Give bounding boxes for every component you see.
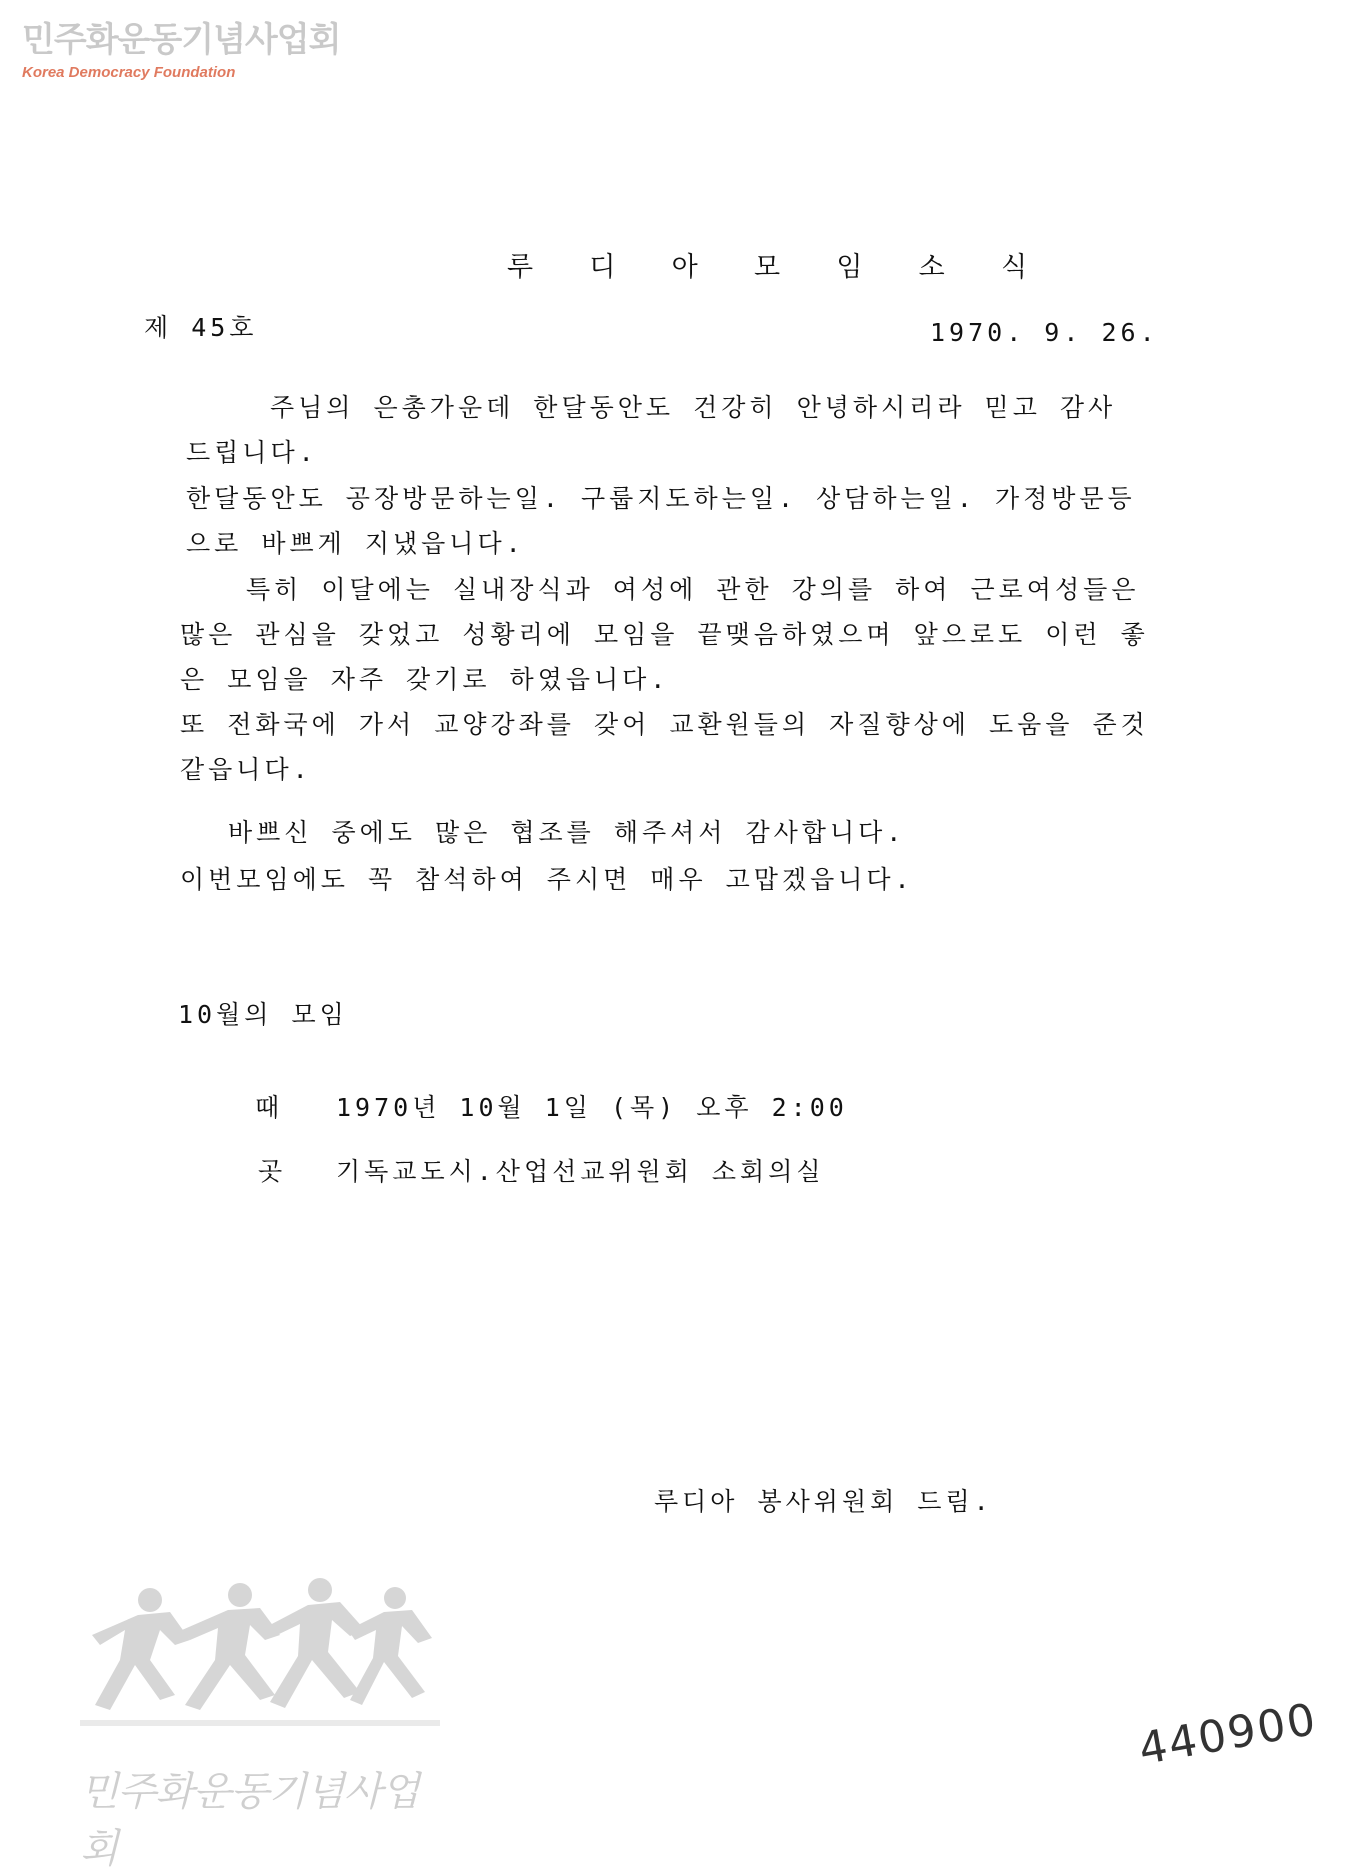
signature-line: 루디아 봉사위원회 드림. <box>654 1487 993 1516</box>
watermark-english-text: Korea Democracy Foundation <box>22 64 236 81</box>
handwritten-archive-number: 440900 <box>1135 1693 1322 1776</box>
body-line: 주님의 은총가운데 한달동안도 건강히 안녕하시리라 믿고 감사 <box>270 393 1117 422</box>
body-line: 한달동안도 공장방문하는일. 구룹지도하는일. 상담하는일. 가정방문등 <box>186 484 1136 513</box>
document-date: 1970. 9. 26. <box>930 318 1159 347</box>
body-line: 많은 관심을 갖었고 성황리에 모임을 끝맺음하였으며 앞으로도 이런 좋 <box>180 620 1149 649</box>
when-label: 때 <box>255 1093 284 1122</box>
watermark-bottom-korean-text: 민주화운동기념사업회 <box>80 1769 419 1872</box>
body-line: 바쁘신 중에도 많은 협조를 해주셔서 감사합니다. <box>228 818 906 847</box>
body-line: 같읍니다. <box>180 755 312 784</box>
body-line: 또 전화국에 가서 교양강좌를 갖어 교환원들의 자질향상에 도움을 준것 <box>180 710 1149 739</box>
when-value: 1970년 10월 1일 (목) 오후 2:00 <box>336 1093 848 1122</box>
body-line: 은 모임을 자주 갖기로 하였읍니다. <box>180 665 670 694</box>
where-value: 기독교도시.산업선교위원회 소회의실 <box>336 1157 825 1186</box>
meeting-heading: 10월의 모임 <box>178 1000 348 1029</box>
body-line: 이번모임에도 꼭 참석하여 주시면 매우 고맙겠읍니다. <box>180 865 914 894</box>
body-line: 으로 바쁘게 지냈읍니다. <box>186 529 525 558</box>
foundation-watermark-bottom <box>80 1560 440 1874</box>
where-label: 곳 <box>258 1157 287 1186</box>
body-line: 특히 이달에는 실내장식과 여성에 관한 강의를 하여 근로여성들은 <box>246 575 1140 604</box>
body-line: 드립니다. <box>186 438 318 467</box>
issue-number: 제 45호 <box>144 313 258 342</box>
document-title: 루 디 아 모 임 소 식 <box>507 252 1048 283</box>
running-figures-logo-icon <box>80 1560 440 1750</box>
watermark-korean-text: 민주화운동기념사업회 <box>22 20 341 60</box>
